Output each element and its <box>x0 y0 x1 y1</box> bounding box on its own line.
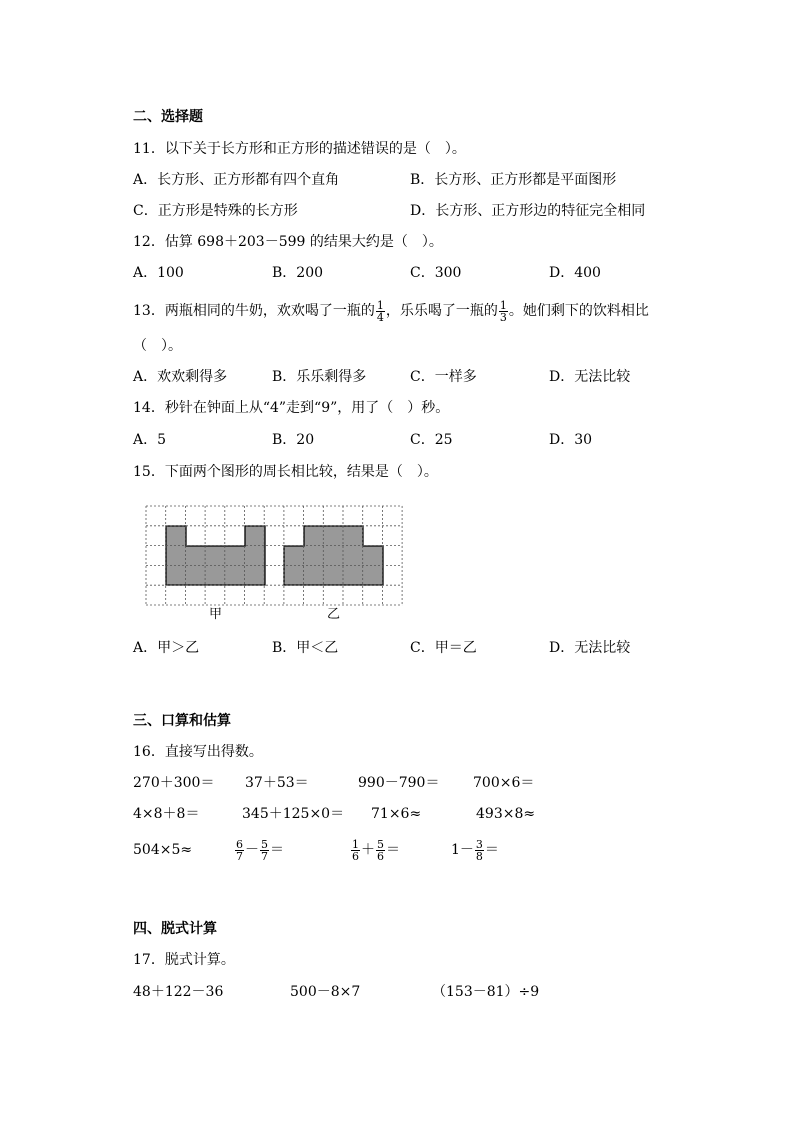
step-calc-expression: 500－8×7 <box>290 984 361 1000</box>
question-16-stem: 16．直接写出得数。 <box>133 744 263 760</box>
fraction-one-quarter <box>376 300 385 323</box>
calc-item-one-minus-fraction <box>451 832 499 868</box>
question-13-option-c: C．一样多 <box>410 369 477 385</box>
calc-item: 493×8≈ <box>476 806 536 822</box>
label-yi: 乙 <box>327 607 341 622</box>
question-14-stem: 14．秒针在钟面上从“4”走到“9”，用了（ ）秒。 <box>133 400 450 416</box>
fraction-numerator: 5 <box>261 837 268 851</box>
equals-sign: ＝ <box>484 842 499 858</box>
fraction-numerator: 1 <box>352 837 359 851</box>
section-title-mental-math: 三、口算和估算 <box>133 713 231 729</box>
question-11-option-c: C．正方形是特殊的长方形 <box>133 203 298 219</box>
fraction <box>376 839 385 862</box>
fraction <box>260 839 269 862</box>
question-12-option-c: C．300 <box>410 265 462 281</box>
question-14-option-b: B．20 <box>272 432 315 448</box>
fraction <box>475 839 484 862</box>
fraction-numerator: 1 <box>499 298 507 312</box>
question-13-stem-part-c: 。她们剩下的饮料相比 <box>508 303 649 319</box>
fraction-denominator: 6 <box>352 849 359 863</box>
fraction-denominator: 8 <box>475 849 483 863</box>
question-12-option-d: D．400 <box>549 265 601 281</box>
fraction <box>351 839 360 862</box>
question-11-option-d: D．长方形、正方形边的特征完全相同 <box>410 203 646 219</box>
equals-sign: ＝ <box>270 842 284 858</box>
question-13-stem-part-a: 13．两瓶相同的牛奶，欢欢喝了一瓶的 <box>133 303 375 319</box>
calc-item: 270＋300＝ <box>133 775 215 791</box>
calc-item: 700×6＝ <box>473 775 535 791</box>
question-11-stem: 11．以下关于长方形和正方形的描述错误的是（ ）。 <box>133 141 466 157</box>
section-title-step-calc: 四、脱式计算 <box>133 921 217 937</box>
question-14-option-c: C．25 <box>410 432 453 448</box>
question-13-stem <box>133 298 649 324</box>
question-12-stem: 12．估算 698＋203－599 的结果大约是（ ）。 <box>133 234 443 250</box>
question-15-stem: 15．下面两个图形的周长相比较，结果是（ ）。 <box>133 464 438 480</box>
fraction-numerator: 6 <box>236 837 243 851</box>
question-17-stem: 17．脱式计算。 <box>133 952 235 968</box>
calc-item-fraction-subtract <box>234 832 284 868</box>
calc-item: 345＋125×0＝ <box>242 806 345 822</box>
fraction-numerator: 1 <box>376 298 384 312</box>
question-13-stem-line2: （ ）。 <box>133 338 182 354</box>
question-11-option-b: B．长方形、正方形都是平面图形 <box>410 172 617 188</box>
fraction <box>235 839 244 862</box>
label-jia: 甲 <box>209 607 223 622</box>
question-13-option-d: D．无法比较 <box>549 369 631 385</box>
question-13-stem-part-b: ，乐乐喝了一瓶的 <box>385 303 498 319</box>
step-calc-expression: 48＋122－36 <box>133 984 224 1000</box>
question-15-option-c: C．甲＝乙 <box>410 640 477 656</box>
calc-item: 37＋53＝ <box>245 775 309 791</box>
question-13-option-b: B．乐乐剩得多 <box>272 369 367 385</box>
fraction-one-third <box>499 300 508 323</box>
section-title-choice: 二、选择题 <box>133 109 203 125</box>
calc-item-fraction-add <box>350 832 400 868</box>
step-calc-expression: （153－81）÷9 <box>432 984 540 1000</box>
shape-yi <box>284 526 383 585</box>
calc-item: 990－790＝ <box>358 775 440 791</box>
fraction-numerator: 5 <box>377 837 384 851</box>
equals-sign: ＝ <box>386 842 400 858</box>
calc-item: 71×6≈ <box>371 806 422 822</box>
operator: ＋ <box>361 842 375 858</box>
fraction-denominator: 3 <box>499 310 507 324</box>
fraction-denominator: 7 <box>261 849 268 863</box>
question-14-option-a: A．5 <box>133 432 167 448</box>
question-15-option-b: B．甲＜乙 <box>272 640 339 656</box>
calc-item: 4×8＋8＝ <box>133 806 200 822</box>
question-11-option-a: A．长方形、正方形都有四个直角 <box>133 172 340 188</box>
shape-jia <box>166 526 265 585</box>
fraction-denominator: 6 <box>377 849 384 863</box>
fraction-numerator: 3 <box>475 837 483 851</box>
question-12-option-b: B．200 <box>272 265 324 281</box>
expression-lead: 1－ <box>451 842 474 858</box>
question-14-option-d: D．30 <box>549 432 593 448</box>
perimeter-grid-figure <box>140 500 410 630</box>
fraction-denominator: 4 <box>376 310 384 324</box>
calc-item: 504×5≈ <box>133 842 193 858</box>
question-13-option-a: A．欢欢剩得多 <box>133 369 228 385</box>
operator: － <box>245 842 259 858</box>
fraction-denominator: 7 <box>236 849 243 863</box>
question-15-option-a: A．甲＞乙 <box>133 640 200 656</box>
question-15-option-d: D．无法比较 <box>549 640 631 656</box>
question-12-option-a: A．100 <box>133 265 184 281</box>
